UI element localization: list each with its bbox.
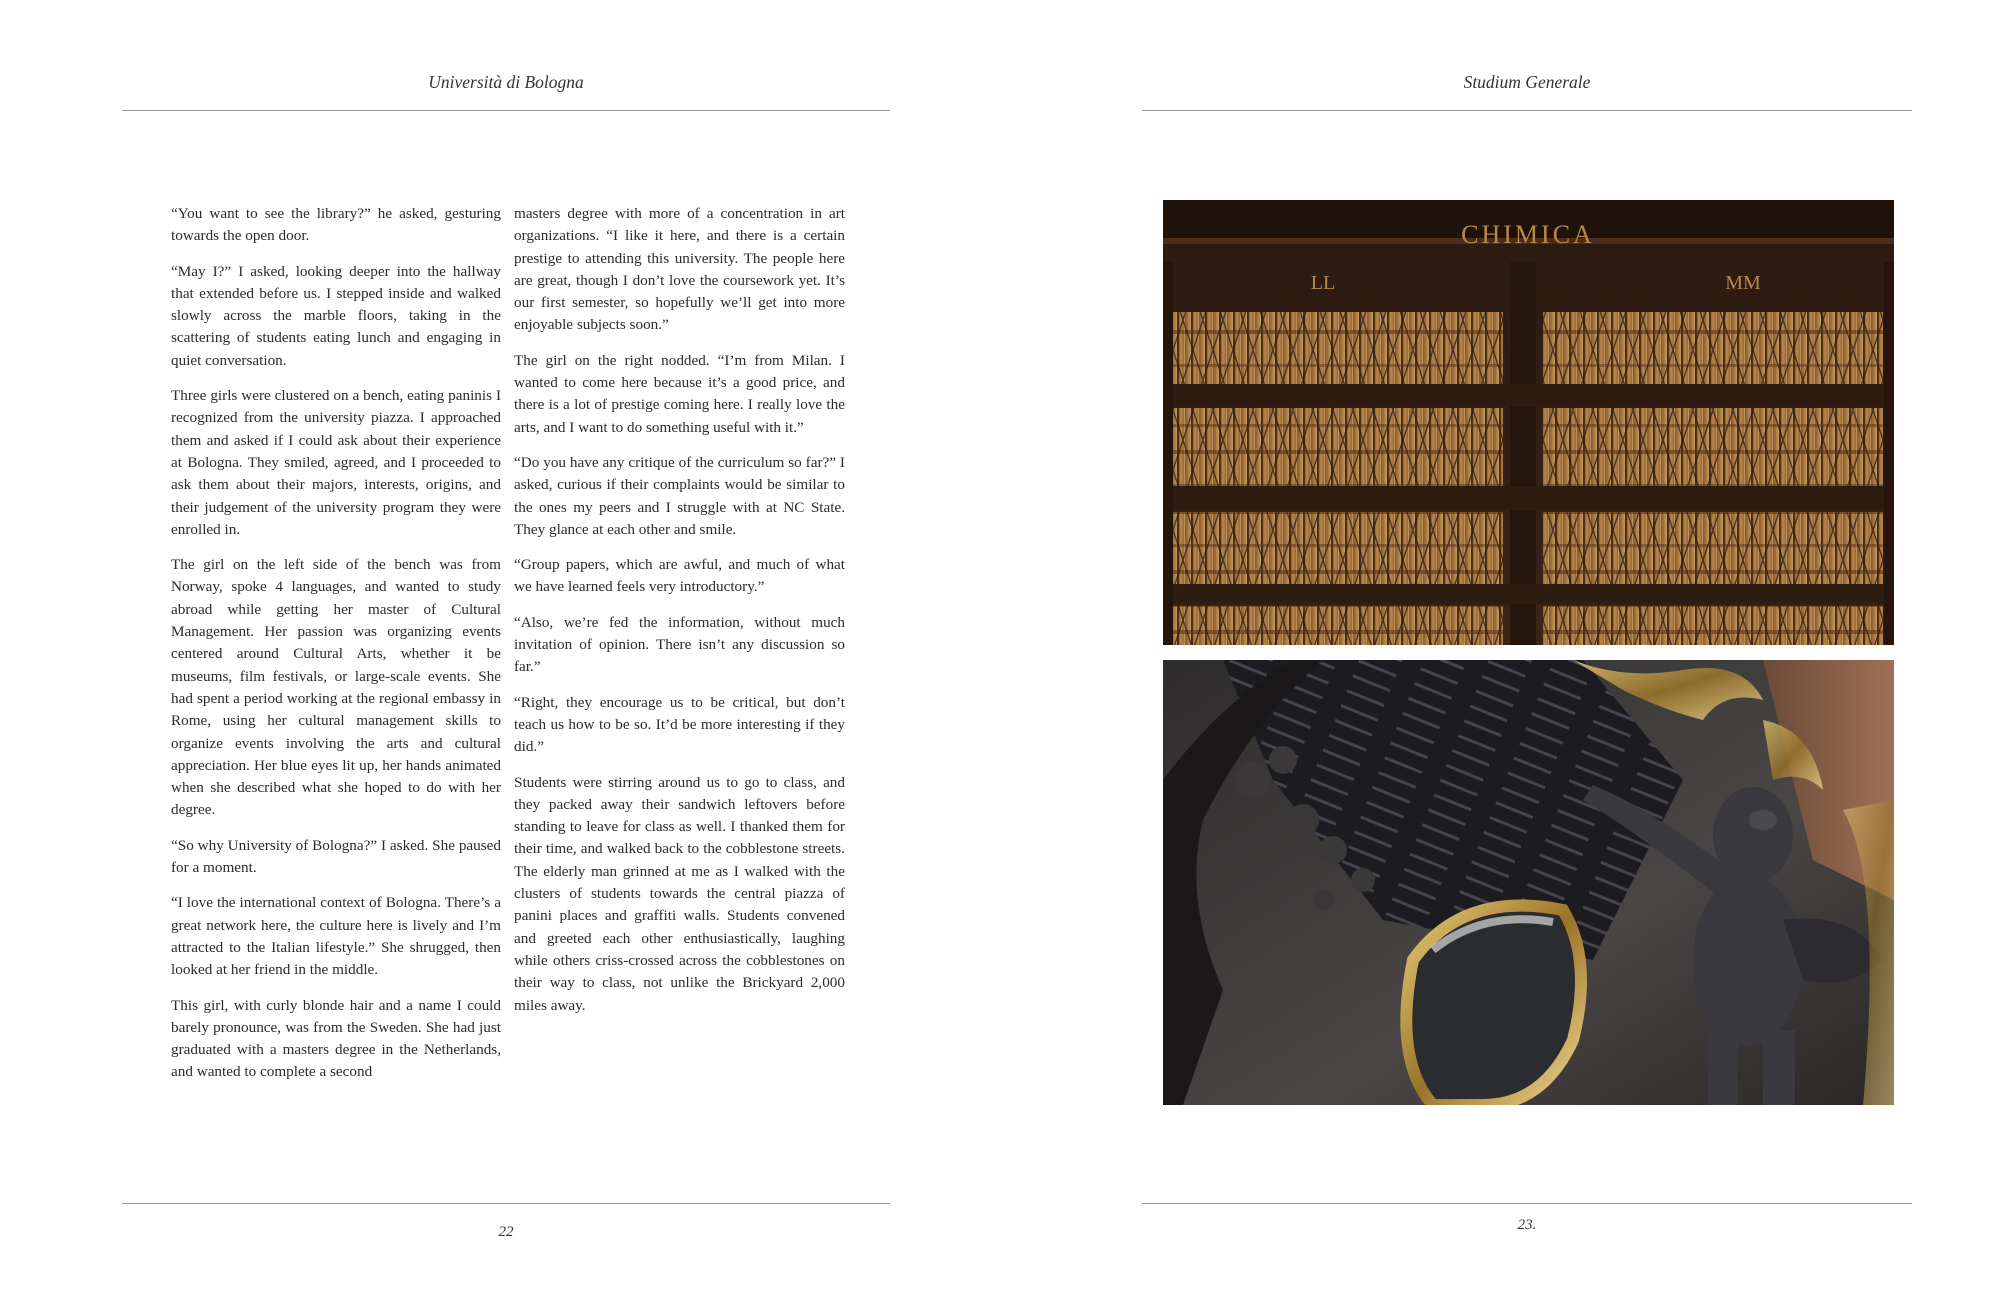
text-column-1 [171, 203, 501, 1097]
left-bottom-rule [122, 1203, 890, 1204]
paragraph: “Also, we’re fed the information, without much invitation of opinion. There isn’t any discussion so far.” [514, 613, 845, 676]
paragraph: The girl on the right nodded. “I’m from Milan. I wanted to come here because it’s a good price, and there is a lot of prestige coming here. I really love the arts, and I want to do something useful with it.” [514, 351, 845, 436]
library-bookcase-photo [1163, 200, 1894, 645]
left-running-head: Università di Bologna [428, 72, 584, 92]
paragraph: “Group papers, which are awful, and much of what we have learned feels very introductory.” [514, 556, 845, 596]
text-column-2 [514, 203, 845, 1030]
paragraph: “May I?” I asked, looking deeper into the hallway that extended before us. I stepped inside and walked slowly across the marble floors, taking in the scattering of students eating lunch and engaging in quiet conversation. [171, 262, 501, 369]
paragraph: masters degree with more of a concentration in art organizations. “I like it here, and there is a certain prestige to attending this university. The people here are great, though I don’t love the coursework yet. It’s our first semester, so hopefully we’ll get into more enjoyable subjects soon.” [514, 205, 845, 334]
left-top-rule [122, 110, 890, 111]
carved-cherub-photo [1163, 660, 1894, 1105]
right-bottom-rule [1142, 1203, 1912, 1204]
paragraph: The girl on the left side of the bench was from Norway, spoke 4 languages, and wanted to study abroad while getting her master of Cultural Management. Her passion was organizing events centered around Cultural Arts, whether it be museums, film festivals, or large-scale events. She had spent a period working at the regional embassy in Rome, using her cultural management skills to organize events involving the arts and cultural appreciation. Her blue eyes lit up, her hands animated when she described what she hoped to do with her degree. [171, 556, 501, 819]
paragraph: “Right, they encourage us to be critical, but don’t teach us how to be so. It’d be more interesting if they did.” [514, 693, 845, 756]
chimica-sign: CHIMICA [1461, 220, 1595, 249]
bookcase-label-left: LL [1310, 272, 1336, 294]
right-running-head: Studium Generale [1463, 72, 1591, 92]
bookcase-label-right: MM [1725, 272, 1761, 294]
paragraph: “I love the international context of Bologna. There’s a great network here, the culture here is lively and I’m attracted to the Italian lifestyle.” She shrugged, then looked at her friend in the middle. [171, 894, 501, 979]
paragraph: “So why University of Bologna?” I asked. She paused for a moment. [171, 836, 501, 877]
left-page-number: 22 [498, 1224, 514, 1240]
right-page-number: 23. [1517, 1217, 1537, 1233]
right-page [1006, 0, 2012, 1312]
paragraph: “Do you have any critique of the curriculum so far?” I asked, curious if their complaints would be similar to the ones my peers and I struggle with at NC State. They glance at each other and smile. [514, 453, 845, 538]
paragraph: This girl, with curly blonde hair and a name I could barely pronounce, was from the Sweden. She had just graduated with a masters degree in the Netherlands, and wanted to complete a second [171, 996, 501, 1081]
paragraph: “You want to see the library?” he asked, gesturing towards the open door. [171, 205, 501, 245]
paragraph: Students were stirring around us to go to class, and they packed away their sandwich leftovers before standing to leave for class as well. I thanked them for their time, and walked back to the cobblestone streets. The elderly man grinned at me as I walked with the clusters of students towards the central piazza of panini places and graffiti walls. Students convened and greeted each other enthusiastically, laughing while others criss-crossed across the cobblestones on their way to class, not unlike the Brickyard 2,000 miles away. [514, 773, 845, 1014]
paragraph: Three girls were clustered on a bench, eating paninis I recognized from the university piazza. I approached them and asked if I could ask about their experience at Bologna. They smiled, agreed, and I proceeded to ask them about their majors, interests, origins, and their judgement of the university program they were enrolled in. [171, 387, 501, 538]
right-top-rule [1142, 110, 1912, 111]
